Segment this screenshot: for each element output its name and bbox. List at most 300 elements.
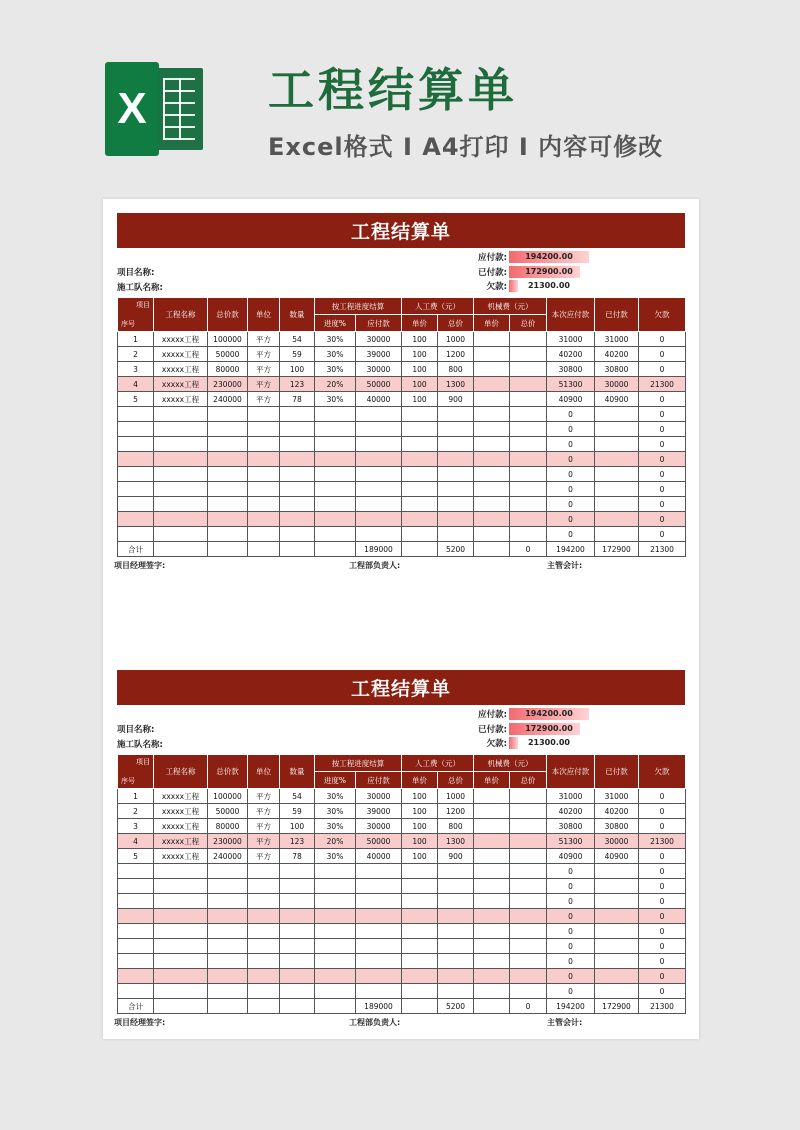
table-cell[interactable]: 50000 [208,804,248,819]
table-cell[interactable]: 100 [402,347,438,362]
table-cell[interactable] [510,422,547,437]
table-cell[interactable] [208,864,248,879]
table-cell[interactable] [208,954,248,969]
table-cell[interactable] [154,422,208,437]
table-cell[interactable] [438,437,474,452]
table-cell[interactable]: 30000 [356,332,402,347]
table-cell[interactable] [510,512,547,527]
table-cell[interactable]: 30000 [356,819,402,834]
table-cell[interactable] [315,497,356,512]
table-cell[interactable]: 0 [639,864,686,879]
table-cell[interactable] [402,924,438,939]
table-cell[interactable] [280,984,315,999]
table-cell[interactable]: 0 [639,939,686,954]
table-cell[interactable] [154,864,208,879]
table-cell[interactable]: 51300 [547,377,595,392]
table-cell[interactable]: xxxxx工程 [154,392,208,407]
table-cell[interactable] [208,512,248,527]
table-cell[interactable] [474,377,510,392]
table-cell[interactable] [474,879,510,894]
table-cell[interactable] [208,939,248,954]
table-cell[interactable]: 平方 [248,347,280,362]
table-cell[interactable]: 800 [438,362,474,377]
table-cell[interactable] [315,894,356,909]
table-cell[interactable] [280,909,315,924]
table-cell[interactable] [315,879,356,894]
table-cell[interactable]: 0 [639,437,686,452]
table-cell[interactable]: 100000 [208,789,248,804]
table-cell[interactable] [474,467,510,482]
table-cell[interactable] [595,954,639,969]
table-cell[interactable] [118,924,154,939]
table-cell[interactable] [248,497,280,512]
table-cell[interactable]: 30% [315,362,356,377]
table-cell[interactable]: 0 [639,819,686,834]
table-cell[interactable] [510,347,547,362]
table-cell[interactable]: 3 [118,362,154,377]
table-cell[interactable] [402,984,438,999]
table-cell[interactable] [595,984,639,999]
table-cell[interactable] [280,894,315,909]
table-cell[interactable] [315,969,356,984]
table-cell[interactable] [474,347,510,362]
table-cell[interactable]: 78 [280,849,315,864]
table-cell[interactable]: 40900 [595,849,639,864]
table-cell[interactable] [356,407,402,422]
table-cell[interactable]: 50000 [356,834,402,849]
table-cell[interactable]: 0 [639,512,686,527]
total-cell[interactable]: 0 [510,542,547,557]
table-cell[interactable]: 21300 [639,834,686,849]
table-cell[interactable] [438,984,474,999]
table-cell[interactable] [356,984,402,999]
table-cell[interactable]: xxxxx工程 [154,834,208,849]
table-cell[interactable] [595,924,639,939]
table-cell[interactable] [248,512,280,527]
table-cell[interactable] [248,924,280,939]
table-cell[interactable]: 40000 [356,392,402,407]
total-cell[interactable] [315,999,356,1014]
table-cell[interactable] [402,422,438,437]
table-cell[interactable]: 40200 [547,347,595,362]
table-cell[interactable] [118,864,154,879]
table-cell[interactable] [154,984,208,999]
total-cell[interactable] [208,999,248,1014]
table-cell[interactable] [118,984,154,999]
table-cell[interactable]: xxxxx工程 [154,377,208,392]
table-cell[interactable]: 30% [315,392,356,407]
table-cell[interactable] [356,894,402,909]
table-cell[interactable]: 59 [280,347,315,362]
table-cell[interactable] [474,362,510,377]
table-cell[interactable] [248,969,280,984]
table-cell[interactable] [315,909,356,924]
total-cell[interactable] [280,542,315,557]
table-cell[interactable] [315,864,356,879]
table-cell[interactable]: 30800 [595,362,639,377]
table-cell[interactable]: 31000 [547,789,595,804]
table-cell[interactable] [510,527,547,542]
table-cell[interactable] [208,422,248,437]
total-cell[interactable] [208,542,248,557]
table-cell[interactable]: 0 [547,407,595,422]
table-cell[interactable] [154,879,208,894]
table-cell[interactable] [438,452,474,467]
table-cell[interactable]: 0 [547,954,595,969]
table-cell[interactable] [510,332,547,347]
table-cell[interactable] [356,939,402,954]
table-cell[interactable] [248,954,280,969]
table-cell[interactable]: 31000 [547,332,595,347]
table-cell[interactable]: 30000 [356,789,402,804]
table-cell[interactable] [280,467,315,482]
table-cell[interactable]: 40900 [547,849,595,864]
table-cell[interactable] [315,984,356,999]
table-cell[interactable]: 80000 [208,362,248,377]
table-cell[interactable]: 0 [639,969,686,984]
table-cell[interactable] [595,407,639,422]
table-cell[interactable] [510,894,547,909]
table-cell[interactable] [154,407,208,422]
total-cell[interactable] [280,999,315,1014]
table-cell[interactable] [154,924,208,939]
table-cell[interactable] [510,497,547,512]
table-cell[interactable] [402,969,438,984]
table-cell[interactable] [154,497,208,512]
table-cell[interactable] [510,984,547,999]
table-cell[interactable] [510,804,547,819]
table-cell[interactable]: 0 [639,909,686,924]
total-cell[interactable]: 172900 [595,999,639,1014]
table-cell[interactable] [595,894,639,909]
table-cell[interactable]: 31000 [595,789,639,804]
table-cell[interactable] [474,392,510,407]
table-cell[interactable] [438,422,474,437]
table-cell[interactable] [154,969,208,984]
table-cell[interactable]: 40200 [595,804,639,819]
table-cell[interactable] [208,909,248,924]
table-cell[interactable] [356,497,402,512]
table-cell[interactable]: 0 [639,347,686,362]
total-cell[interactable]: 5200 [438,999,474,1014]
table-cell[interactable] [154,954,208,969]
table-cell[interactable] [208,527,248,542]
table-cell[interactable] [315,924,356,939]
table-cell[interactable] [280,422,315,437]
table-cell[interactable] [510,954,547,969]
table-cell[interactable] [248,422,280,437]
table-cell[interactable] [118,954,154,969]
table-cell[interactable] [280,482,315,497]
table-cell[interactable] [208,894,248,909]
table-cell[interactable] [356,909,402,924]
table-cell[interactable] [315,452,356,467]
table-cell[interactable]: 0 [547,467,595,482]
table-cell[interactable] [208,497,248,512]
table-cell[interactable] [402,467,438,482]
table-cell[interactable] [402,894,438,909]
table-cell[interactable] [510,969,547,984]
table-cell[interactable] [474,804,510,819]
total-cell[interactable] [474,542,510,557]
table-cell[interactable]: 0 [547,909,595,924]
table-cell[interactable] [474,422,510,437]
table-cell[interactable] [208,482,248,497]
total-cell[interactable]: 172900 [595,542,639,557]
table-cell[interactable]: 40900 [595,392,639,407]
total-cell[interactable] [248,999,280,1014]
table-cell[interactable] [248,909,280,924]
table-cell[interactable] [154,909,208,924]
table-cell[interactable]: 40200 [595,347,639,362]
table-cell[interactable] [118,879,154,894]
table-cell[interactable] [438,864,474,879]
table-cell[interactable]: 4 [118,834,154,849]
table-cell[interactable] [438,482,474,497]
table-cell[interactable] [356,969,402,984]
table-cell[interactable] [474,894,510,909]
table-cell[interactable]: 30% [315,849,356,864]
table-cell[interactable] [474,482,510,497]
total-cell[interactable] [248,542,280,557]
table-cell[interactable] [118,527,154,542]
table-cell[interactable] [438,924,474,939]
table-cell[interactable] [248,437,280,452]
table-cell[interactable] [474,834,510,849]
table-cell[interactable]: 0 [639,422,686,437]
table-cell[interactable]: 平方 [248,377,280,392]
table-cell[interactable]: xxxxx工程 [154,332,208,347]
table-cell[interactable] [356,512,402,527]
table-cell[interactable]: 0 [547,452,595,467]
table-cell[interactable] [402,512,438,527]
table-cell[interactable] [315,939,356,954]
table-cell[interactable]: 0 [639,804,686,819]
table-cell[interactable]: xxxxx工程 [154,347,208,362]
table-cell[interactable]: 800 [438,819,474,834]
table-cell[interactable] [474,954,510,969]
table-cell[interactable] [595,527,639,542]
table-cell[interactable] [474,437,510,452]
table-cell[interactable]: xxxxx工程 [154,819,208,834]
table-cell[interactable] [595,467,639,482]
table-cell[interactable] [510,939,547,954]
table-cell[interactable] [248,452,280,467]
table-cell[interactable]: 1300 [438,834,474,849]
table-cell[interactable]: 54 [280,332,315,347]
table-cell[interactable] [474,819,510,834]
table-cell[interactable] [438,879,474,894]
table-cell[interactable] [280,512,315,527]
table-cell[interactable]: 30800 [547,819,595,834]
total-cell[interactable]: 189000 [356,999,402,1014]
table-cell[interactable]: 0 [639,452,686,467]
table-cell[interactable] [595,909,639,924]
table-cell[interactable] [154,939,208,954]
table-cell[interactable] [356,437,402,452]
table-cell[interactable] [510,452,547,467]
table-cell[interactable]: 平方 [248,392,280,407]
table-cell[interactable]: 54 [280,789,315,804]
table-cell[interactable] [510,362,547,377]
table-cell[interactable] [438,894,474,909]
table-cell[interactable] [510,377,547,392]
table-cell[interactable]: xxxxx工程 [154,804,208,819]
table-cell[interactable]: 30000 [595,377,639,392]
table-cell[interactable]: 平方 [248,849,280,864]
table-cell[interactable] [510,819,547,834]
table-cell[interactable] [510,879,547,894]
table-cell[interactable]: 100 [402,362,438,377]
table-cell[interactable] [154,452,208,467]
table-cell[interactable] [280,939,315,954]
table-cell[interactable] [280,924,315,939]
table-cell[interactable]: 1000 [438,789,474,804]
total-cell[interactable]: 189000 [356,542,402,557]
table-cell[interactable] [474,849,510,864]
table-cell[interactable] [280,879,315,894]
table-cell[interactable] [248,482,280,497]
table-cell[interactable] [315,422,356,437]
table-cell[interactable] [248,467,280,482]
table-cell[interactable] [474,984,510,999]
table-cell[interactable] [474,789,510,804]
table-cell[interactable] [438,909,474,924]
table-cell[interactable] [474,909,510,924]
table-cell[interactable]: 31000 [595,332,639,347]
table-cell[interactable]: 1 [118,332,154,347]
table-cell[interactable]: 0 [547,984,595,999]
table-cell[interactable]: 0 [639,467,686,482]
table-cell[interactable] [356,954,402,969]
table-cell[interactable] [118,512,154,527]
total-cell[interactable] [402,542,438,557]
table-cell[interactable] [474,969,510,984]
table-cell[interactable] [118,939,154,954]
table-cell[interactable]: 230000 [208,377,248,392]
table-cell[interactable]: 2 [118,804,154,819]
table-cell[interactable] [510,437,547,452]
total-cell[interactable]: 194200 [547,999,595,1014]
total-cell[interactable] [474,999,510,1014]
table-cell[interactable] [208,924,248,939]
table-cell[interactable] [248,879,280,894]
table-cell[interactable] [438,939,474,954]
table-cell[interactable]: 40200 [547,804,595,819]
total-cell[interactable]: 194200 [547,542,595,557]
table-cell[interactable] [315,437,356,452]
table-cell[interactable] [248,984,280,999]
table-cell[interactable]: 0 [639,789,686,804]
table-cell[interactable] [356,527,402,542]
table-cell[interactable] [402,879,438,894]
table-cell[interactable]: 78 [280,392,315,407]
table-cell[interactable] [402,954,438,969]
table-cell[interactable]: 50000 [356,377,402,392]
table-cell[interactable] [510,864,547,879]
table-cell[interactable] [356,864,402,879]
table-cell[interactable]: 平方 [248,804,280,819]
total-cell[interactable] [402,999,438,1014]
table-cell[interactable] [248,894,280,909]
table-cell[interactable] [118,407,154,422]
table-cell[interactable]: 100 [402,804,438,819]
total-cell[interactable]: 合计 [118,542,154,557]
table-cell[interactable]: 1 [118,789,154,804]
table-cell[interactable] [595,437,639,452]
table-cell[interactable] [315,954,356,969]
table-cell[interactable] [438,407,474,422]
table-cell[interactable]: 230000 [208,834,248,849]
table-cell[interactable]: 0 [639,482,686,497]
table-cell[interactable] [474,939,510,954]
table-cell[interactable]: 50000 [208,347,248,362]
table-cell[interactable] [402,437,438,452]
table-cell[interactable]: 0 [639,954,686,969]
table-cell[interactable] [315,527,356,542]
table-cell[interactable] [208,467,248,482]
table-cell[interactable]: 100 [402,392,438,407]
table-cell[interactable] [474,497,510,512]
table-cell[interactable]: 0 [639,894,686,909]
table-cell[interactable] [356,482,402,497]
table-cell[interactable] [280,452,315,467]
table-cell[interactable]: 5 [118,849,154,864]
table-cell[interactable]: 0 [639,924,686,939]
table-cell[interactable]: 1200 [438,347,474,362]
table-cell[interactable]: 100 [402,377,438,392]
table-cell[interactable]: 100 [402,849,438,864]
table-cell[interactable]: 39000 [356,804,402,819]
table-cell[interactable] [595,939,639,954]
table-cell[interactable] [595,422,639,437]
table-cell[interactable]: 0 [639,849,686,864]
table-cell[interactable]: xxxxx工程 [154,789,208,804]
table-cell[interactable]: 0 [547,497,595,512]
table-cell[interactable]: 4 [118,377,154,392]
table-cell[interactable] [248,527,280,542]
total-cell[interactable]: 21300 [639,542,686,557]
table-cell[interactable] [208,407,248,422]
table-cell[interactable] [474,407,510,422]
table-cell[interactable] [595,482,639,497]
total-cell[interactable]: 合计 [118,999,154,1014]
table-cell[interactable] [118,497,154,512]
table-cell[interactable]: 0 [547,879,595,894]
table-cell[interactable] [356,879,402,894]
table-cell[interactable] [280,497,315,512]
table-cell[interactable] [356,422,402,437]
table-cell[interactable] [474,512,510,527]
table-cell[interactable] [154,437,208,452]
total-cell[interactable] [315,542,356,557]
table-cell[interactable]: 1300 [438,377,474,392]
table-cell[interactable] [356,452,402,467]
table-cell[interactable] [118,482,154,497]
table-cell[interactable] [474,864,510,879]
table-cell[interactable] [510,924,547,939]
table-cell[interactable]: 0 [639,407,686,422]
table-cell[interactable]: 平方 [248,362,280,377]
table-cell[interactable]: 0 [547,894,595,909]
table-cell[interactable] [402,482,438,497]
table-cell[interactable] [208,879,248,894]
table-cell[interactable] [118,909,154,924]
table-cell[interactable] [474,527,510,542]
table-cell[interactable]: 30% [315,819,356,834]
table-cell[interactable]: 0 [639,527,686,542]
table-cell[interactable] [438,497,474,512]
